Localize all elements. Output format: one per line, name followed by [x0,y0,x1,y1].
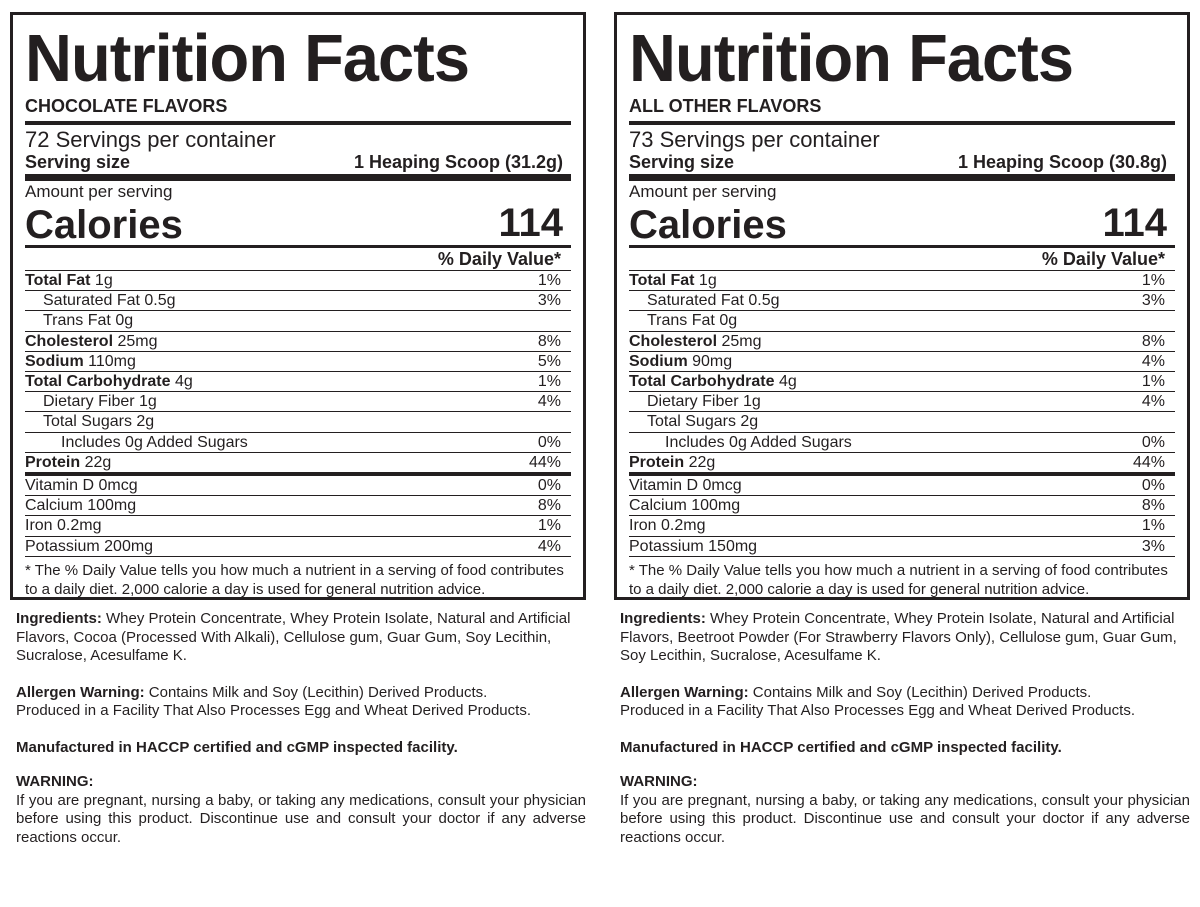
nutrient-row [629,291,1175,311]
nutrient-daily-value: 0% [537,477,561,495]
nutrient-amount: 22g [684,453,716,471]
nutrient-amount: Iron 0.2mg [25,517,102,535]
nutrient-row [25,433,571,453]
panel-title: Nutrition Facts [25,21,470,96]
nutrient-amount: Iron 0.2mg [629,517,706,535]
nutrient-label [629,453,715,472]
serving-size-value: 1 Heaping Scoop (30.8g) [957,152,1167,172]
nutrient-label [629,516,705,535]
ingredients-text: Whey Protein Concentrate, Whey Protein Isolate, Natural and Artificial Flavors, Beetroot Powder (For Strawberry Flavors Only), Cellulose gum, Guar Gum, Soy Lecithin, Sucralose, Acesulfame K. [620,610,1177,664]
calories-value: 114 [498,201,563,245]
label-details [614,610,1190,847]
serving-size-label: Serving size [25,152,131,172]
panel-title: Nutrition Facts [629,21,1074,96]
nutrient-amount: 90mg [687,352,733,370]
nutrient-amount: Dietary Fiber 1g [647,393,761,411]
nutrient-label [629,433,852,452]
nutrient-row [25,537,571,557]
nutrient-label [629,332,761,351]
label-column-other [614,12,1190,865]
amount-per-serving: Amount per serving [629,182,777,201]
nutrient-label [25,311,133,330]
nutrient-daily-value: 1% [537,517,561,535]
nutrient-label [25,453,111,472]
nutrient-label [629,372,797,391]
nutrient-row [629,271,1175,291]
label-column-chocolate [10,12,586,865]
nutrition-facts-panel [614,12,1190,600]
nutrient-rows [629,271,1175,557]
nutrient-amount: Includes 0g Added Sugars [61,433,248,451]
daily-value-footnote: * The % Daily Value tells you how much a nutrient in a serving of food contributes to a daily diet. 2,000 calorie a day is used for general nutrition advice. [629,561,1168,598]
nutrient-row [25,311,571,331]
nutrient-amount: Vitamin D 0mcg [629,477,742,495]
nutrient-row [629,537,1175,557]
nutrient-daily-value: 1% [537,373,561,391]
ingredients-label: Ingredients: [620,610,706,627]
nutrient-label [629,291,780,310]
nutrient-daily-value: 3% [537,292,561,310]
nutrient-daily-value: 0% [537,433,561,451]
daily-value-header: % Daily Value* [25,248,571,271]
nutrient-row [25,332,571,352]
nutrient-row [629,496,1175,516]
serving-size-row [629,152,1175,181]
nutrient-name: Total Fat [629,272,695,289]
allergen-warning [620,684,1190,721]
nutrient-amount: Calcium 100mg [25,497,137,515]
nutrient-label [25,392,157,411]
label-details [10,610,586,847]
nutrient-daily-value: 4% [1141,352,1165,370]
nutrient-row [25,453,571,476]
nutrient-daily-value: 4% [537,393,561,411]
nutrient-name: Cholesterol [25,332,114,350]
nutrient-name: Protein [629,453,685,471]
nutrient-amount: 25mg [113,332,158,350]
nutrient-amount: Trans Fat 0g [647,312,738,330]
serving-size-row [25,152,571,181]
nutrient-label [25,476,138,495]
nutrient-label [25,537,153,556]
nutrient-daily-value: 0% [1141,477,1165,495]
nutrient-label [25,332,157,351]
nutrient-daily-value: 4% [1141,393,1165,411]
nutrient-label [629,496,740,515]
manufactured-statement: Manufactured in HACCP certified and cGMP inspected facility. [620,738,1062,756]
nutrient-row [25,392,571,412]
nutrient-row [25,352,571,372]
nutrient-label [25,352,136,371]
nutrient-row [25,291,571,311]
daily-value-footnote: * The % Daily Value tells you how much a nutrient in a serving of food contributes to a daily diet. 2,000 calorie a day is used for general nutrition advice. [25,561,564,598]
nutrient-amount: Potassium 200mg [25,537,154,555]
nutrient-daily-value: 3% [1141,537,1165,555]
ingredients [16,610,586,666]
nutrient-name: Sodium [25,352,84,370]
warning-text: If you are pregnant, nursing a baby, or taking any medications, consult your physician before using this product. Discontinue use and consult your doctor if any adverse reactions occur. [620,791,1190,846]
nutrient-label [25,271,113,290]
nutrient-daily-value: 4% [537,537,561,555]
nutrient-daily-value: 1% [1141,272,1165,289]
nutrient-row [629,476,1175,496]
nutrient-label [25,372,193,391]
nutrient-daily-value: 8% [537,497,561,515]
nutrient-name: Cholesterol [629,332,718,350]
nutrient-row [25,271,571,291]
nutrient-name: Total Fat [25,272,91,289]
allergen-text: Contains Milk and Soy (Lecithin) Derived Products. [144,683,488,701]
nutrient-amount: Saturated Fat 0.5g [43,292,176,310]
nutrient-amount: 4g [774,373,797,391]
nutrient-amount: Calcium 100mg [629,497,741,515]
nutrient-daily-value: 0% [1141,433,1165,451]
nutrient-label [25,412,154,431]
warning-text: If you are pregnant, nursing a baby, or taking any medications, consult your physician before using this product. Discontinue use and consult your doctor if any adverse reactions occur. [16,791,586,846]
nutrient-amount: Vitamin D 0mcg [25,477,138,495]
calories-row [25,201,571,248]
nutrient-name: Protein [25,453,81,471]
nutrient-row [629,516,1175,536]
nutrient-row [25,412,571,432]
warning [620,773,1190,847]
nutrient-row [629,412,1175,432]
serving-size-label: Serving size [629,152,735,172]
nutrient-row [629,352,1175,372]
servings-per-container: 72 Servings per container [25,127,276,152]
nutrient-label [25,291,176,310]
warning-label: WARNING: [620,773,698,790]
allergen-label: Allergen Warning: [16,683,145,701]
nutrient-amount: 1g [90,272,113,289]
nutrient-amount: 25mg [717,332,762,350]
nutrient-row [629,332,1175,352]
manufactured-statement: Manufactured in HACCP certified and cGMP inspected facility. [16,738,458,756]
nutrient-row [25,476,571,496]
nutrient-row [629,392,1175,412]
nutrition-facts-panel [10,12,586,600]
nutrient-row [629,372,1175,392]
nutrient-label [25,516,101,535]
nutrient-daily-value: 3% [1141,292,1165,310]
warning [16,773,586,847]
flavor-heading: ALL OTHER FLAVORS [629,95,1175,125]
nutrient-amount: Total Sugars 2g [647,413,759,431]
nutrient-rows [25,271,571,557]
calories-row [629,201,1175,248]
nutrient-row [629,433,1175,453]
nutrient-amount: 4g [170,373,193,391]
nutrient-label [25,496,136,515]
allergen-facility-text: Produced in a Facility That Also Processes Egg and Wheat Derived Products. [16,702,531,719]
ingredients-text: Whey Protein Concentrate, Whey Protein Isolate, Natural and Artificial Flavors, Cocoa (Processed With Alkali), Cellulose gum, Guar Gum, Soy Lecithin, Sucralose, Acesulfame K. [16,610,571,664]
nutrient-amount: Saturated Fat 0.5g [647,292,780,310]
nutrient-amount: Includes 0g Added Sugars [665,433,852,451]
flavor-heading: CHOCOLATE FLAVORS [25,95,571,125]
nutrient-amount: 1g [694,272,717,289]
serving-size-value: 1 Heaping Scoop (31.2g) [353,152,563,172]
nutrient-name: Sodium [629,352,688,370]
allergen-label: Allergen Warning: [620,683,749,701]
nutrient-label [629,271,717,290]
nutrient-daily-value: 1% [1141,517,1165,535]
allergen-warning [16,684,586,721]
nutrient-name: Total Carbohydrate [629,373,775,391]
calories-label: Calories [629,203,787,247]
nutrient-amount: Dietary Fiber 1g [43,393,157,411]
nutrient-amount: Potassium 150mg [629,537,758,555]
nutrient-row [629,311,1175,331]
nutrient-label [629,311,737,330]
allergen-text: Contains Milk and Soy (Lecithin) Derived Products. [748,683,1092,701]
nutrient-daily-value: 8% [1141,332,1165,350]
nutrient-daily-value: 8% [537,332,561,350]
ingredients [620,610,1190,666]
calories-label: Calories [25,203,183,247]
nutrient-daily-value: 44% [528,453,561,471]
nutrient-label [629,537,757,556]
nutrient-amount: Trans Fat 0g [43,312,134,330]
amount-per-serving: Amount per serving [25,182,173,201]
nutrient-daily-value: 1% [537,272,561,289]
nutrient-label [25,433,248,452]
nutrient-daily-value: 1% [1141,373,1165,391]
nutrient-row [25,516,571,536]
calories-value: 114 [1102,201,1167,245]
nutrient-row [25,372,571,392]
nutrient-label [629,352,732,371]
ingredients-label: Ingredients: [16,610,102,627]
daily-value-header: % Daily Value* [629,248,1175,271]
nutrient-label [629,412,758,431]
nutrient-label [629,392,761,411]
nutrient-daily-value: 44% [1132,453,1165,471]
servings-per-container: 73 Servings per container [629,127,880,152]
nutrient-daily-value: 8% [1141,497,1165,515]
nutrient-name: Total Carbohydrate [25,373,171,391]
nutrient-label [629,476,742,495]
warning-label: WARNING: [16,773,94,790]
nutrient-amount: 22g [80,453,112,471]
nutrient-daily-value: 5% [537,352,561,370]
nutrient-amount: Total Sugars 2g [43,413,155,431]
allergen-facility-text: Produced in a Facility That Also Processes Egg and Wheat Derived Products. [620,702,1135,719]
nutrient-amount: 110mg [83,352,136,370]
nutrient-row [25,496,571,516]
nutrient-row [629,453,1175,476]
